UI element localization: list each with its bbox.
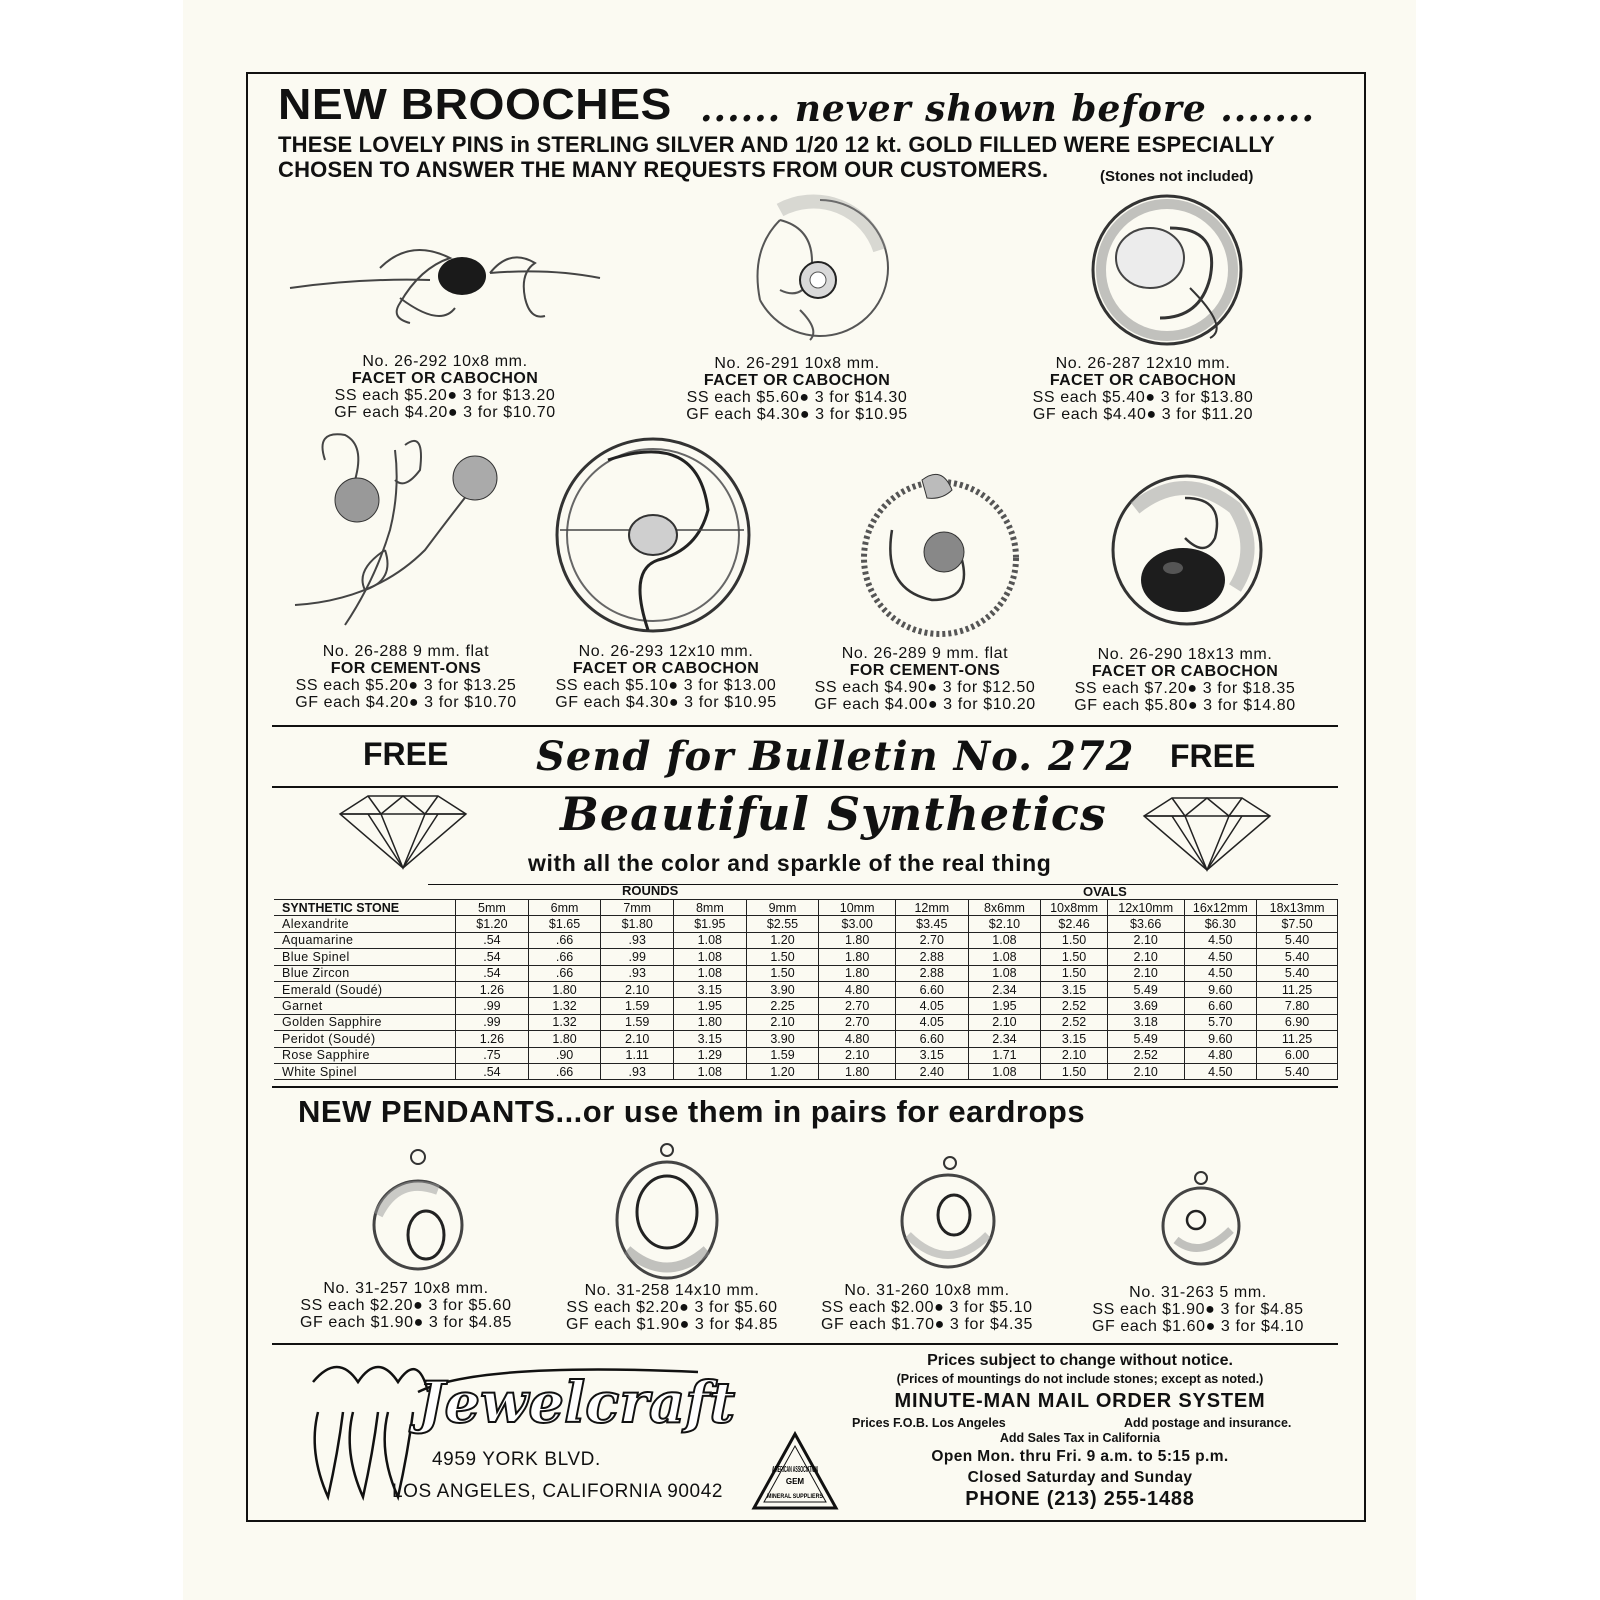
price-cell: 11.25 (1257, 981, 1338, 997)
divider (272, 725, 1338, 727)
price-cell: 1.11 (601, 1047, 674, 1063)
rounds-group-label: ROUNDS (622, 883, 679, 898)
price-cell: 1.32 (528, 1014, 601, 1030)
price-cell: $3.66 (1107, 916, 1184, 932)
price-cell: 6.90 (1257, 1014, 1338, 1030)
brooch-ss-price: SS each $5.10● 3 for $13.00 (555, 677, 777, 694)
price-cell: 6.60 (895, 1031, 968, 1047)
price-cell: .90 (528, 1047, 601, 1063)
price-cell: 6.60 (895, 981, 968, 997)
price-cell: 5.49 (1107, 1031, 1184, 1047)
table-row (274, 1063, 1338, 1079)
stone-name-cell: Peridot (Soudé) (274, 1031, 456, 1047)
seal-bottom-text: MINERAL SUPPLIERS (767, 1494, 823, 1500)
table-top-rule (428, 884, 1338, 885)
price-cell: 4.50 (1184, 949, 1257, 965)
price-cell: 4.50 (1184, 1063, 1257, 1079)
table-row (274, 949, 1338, 965)
price-cell: .66 (528, 932, 601, 948)
pendant-item-31-263 (1063, 1284, 1333, 1335)
brooch-type: FACET OR CABOCHON (1091, 663, 1279, 680)
price-cell: $1.95 (674, 916, 747, 932)
price-cell: 1.50 (746, 965, 819, 981)
price-cell: 3.69 (1107, 998, 1184, 1014)
price-cell: 3.15 (1041, 981, 1108, 997)
brooch-gf-price: GF each $4.30● 3 for $10.95 (555, 694, 777, 711)
price-cell: .54 (456, 932, 529, 948)
price-cell: 5.40 (1257, 965, 1338, 981)
price-cell: 1.80 (819, 949, 896, 965)
price-cell: $3.45 (895, 916, 968, 932)
price-cell: 1.80 (819, 932, 896, 948)
stone-name-cell: Emerald (Soudé) (274, 981, 456, 997)
sales-tax-note: Add Sales Tax in California (999, 1431, 1161, 1445)
price-cell: 3.90 (746, 981, 819, 997)
column-header-size: 12mm (895, 900, 968, 916)
address-line-2: LOS ANGELES, CALIFORNIA 90042 (392, 1481, 724, 1502)
bulletin-offer: Send for Bulletin No. 272 (536, 733, 1135, 780)
pendant-gf-price: GF each $1.60● 3 for $4.10 (1091, 1318, 1305, 1335)
table-row (274, 916, 1338, 932)
price-cell: .66 (528, 1063, 601, 1079)
price-cell: 4.80 (819, 1031, 896, 1047)
pendant-ss-price: SS each $1.90● 3 for $4.85 (1092, 1301, 1304, 1318)
brooch-item-26-288 (271, 643, 541, 711)
ovals-group-label: OVALS (1083, 884, 1127, 899)
brooch-26-292-image (280, 228, 610, 338)
price-cell: 1.50 (1041, 949, 1108, 965)
brooch-number: No. 26-290 18x13 mm. (1097, 646, 1273, 663)
table-row (274, 1031, 1338, 1047)
brooch-26-291-image (740, 190, 900, 350)
price-cell: 1.80 (528, 1031, 601, 1047)
price-cell: .99 (601, 949, 674, 965)
price-cell: 1.80 (819, 965, 896, 981)
price-cell: 2.10 (1041, 1047, 1108, 1063)
price-cell: .66 (528, 965, 601, 981)
stone-name-cell: Aquamarine (274, 932, 456, 948)
stone-name-cell: Alexandrite (274, 916, 456, 932)
price-cell: 2.88 (895, 949, 968, 965)
brooch-26-288-image (285, 430, 515, 630)
closed-days: Closed Saturday and Sunday (967, 1469, 1193, 1486)
association-seal (752, 1432, 838, 1510)
price-cell: 1.50 (1041, 932, 1108, 948)
price-cell: 1.80 (674, 1014, 747, 1030)
brooch-item-26-293 (531, 643, 801, 711)
column-header-size: 6mm (528, 900, 601, 916)
table-row (274, 998, 1338, 1014)
brooch-type: FOR CEMENT-ONS (330, 660, 482, 677)
mail-order-system: MINUTE-MAN MAIL ORDER SYSTEM (894, 1390, 1266, 1412)
price-cell: 5.40 (1257, 949, 1338, 965)
price-cell: $1.20 (456, 916, 529, 932)
price-cell: 5.70 (1184, 1014, 1257, 1030)
price-cell: 3.90 (746, 1031, 819, 1047)
pendant-item-31-260 (792, 1282, 1062, 1333)
pendant-gf-price: GF each $1.90● 3 for $4.85 (299, 1314, 513, 1331)
pendant-ss-price: SS each $2.20● 3 for $5.60 (566, 1299, 778, 1316)
free-label-left: FREE (363, 736, 449, 772)
price-cell: 2.10 (601, 981, 674, 997)
pendant-number: No. 31-260 10x8 mm. (844, 1282, 1010, 1299)
price-cell: $6.30 (1184, 916, 1257, 932)
table-row (274, 932, 1338, 948)
price-cell: 1.50 (1041, 965, 1108, 981)
pendant-31-260-image (898, 1155, 998, 1275)
price-cell: 2.10 (1107, 1063, 1184, 1079)
brooch-gf-price: GF each $4.20● 3 for $10.70 (334, 404, 556, 421)
synthetics-subtitle: with all the color and sparkle of the real thing (528, 850, 1052, 876)
price-cell: 2.40 (895, 1063, 968, 1079)
price-cell: 1.50 (1041, 1063, 1108, 1079)
business-hours: Open Mon. thru Fri. 9 a.m. to 5:15 p.m. (931, 1448, 1229, 1465)
price-cell: 2.10 (1107, 965, 1184, 981)
pendant-item-31-257 (271, 1280, 541, 1331)
price-cell: 3.15 (1041, 1031, 1108, 1047)
seal-mid-text: GEM (785, 1477, 805, 1486)
column-header-size: 8mm (674, 900, 747, 916)
price-cell: 1.95 (674, 998, 747, 1014)
price-cell: 1.08 (968, 965, 1041, 981)
column-header-size: 10x8mm (1041, 900, 1108, 916)
price-cell: $7.50 (1257, 916, 1338, 932)
price-cell: 4.05 (895, 998, 968, 1014)
brooches-intro-line-1: THESE LOVELY PINS in STERLING SILVER AND 1/20 12 kt. GOLD FILLED WERE ESPECIALLY (278, 132, 1275, 157)
price-cell: 3.15 (895, 1047, 968, 1063)
column-header-size: 16x12mm (1184, 900, 1257, 916)
price-cell: 2.10 (1107, 949, 1184, 965)
pendant-gf-price: GF each $1.90● 3 for $4.85 (565, 1316, 779, 1333)
postage-note: Add postage and insurance. (1124, 1416, 1292, 1430)
stone-name-cell: Rose Sapphire (274, 1047, 456, 1063)
price-cell: .93 (601, 965, 674, 981)
brooch-ss-price: SS each $5.60● 3 for $14.30 (686, 389, 908, 406)
price-cell: 9.60 (1184, 1031, 1257, 1047)
column-header-stone: SYNTHETIC STONE (274, 900, 456, 916)
price-cell: 2.88 (895, 965, 968, 981)
price-cell: 1.26 (456, 1031, 529, 1047)
price-cell: 2.70 (819, 1014, 896, 1030)
price-cell: 11.25 (1257, 1031, 1338, 1047)
brooch-item-26-292 (310, 353, 580, 421)
price-cell: 1.08 (674, 965, 747, 981)
price-cell: 2.70 (895, 932, 968, 948)
diamond-icon (336, 792, 470, 872)
price-cell: 1.08 (674, 1063, 747, 1079)
brooch-item-26-291 (662, 355, 932, 423)
price-cell: 1.08 (968, 949, 1041, 965)
price-cell: $1.80 (601, 916, 674, 932)
price-cell: .99 (456, 1014, 529, 1030)
price-cell: 1.59 (746, 1047, 819, 1063)
price-cell: 2.10 (746, 1014, 819, 1030)
column-header-size: 5mm (456, 900, 529, 916)
brooch-gf-price: GF each $4.40● 3 for $11.20 (1032, 406, 1254, 423)
price-cell: 2.10 (601, 1031, 674, 1047)
brooch-type: FOR CEMENT-ONS (849, 662, 1001, 679)
brooch-ss-price: SS each $5.20● 3 for $13.20 (334, 387, 556, 404)
price-cell: 2.34 (968, 981, 1041, 997)
price-cell: 4.50 (1184, 932, 1257, 948)
brooch-gf-price: GF each $4.30● 3 for $10.95 (686, 406, 908, 423)
brooch-number: No. 26-293 12x10 mm. (578, 643, 754, 660)
pendant-item-31-258 (537, 1282, 807, 1333)
price-cell: 9.60 (1184, 981, 1257, 997)
pendant-31-258-image (612, 1140, 722, 1280)
price-cell: .99 (456, 998, 529, 1014)
price-cell: 2.10 (819, 1047, 896, 1063)
price-cell: $2.55 (746, 916, 819, 932)
stone-name-cell: Garnet (274, 998, 456, 1014)
pendant-number: No. 31-263 5 mm. (1129, 1284, 1267, 1301)
brooch-number: No. 26-291 10x8 mm. (714, 355, 880, 372)
brooch-number: No. 26-288 9 mm. flat (322, 643, 490, 660)
brooch-item-26-290 (1050, 646, 1320, 714)
price-cell: 6.00 (1257, 1047, 1338, 1063)
pendants-title: NEW PENDANTS...or use them in pairs for eardrops (298, 1094, 1086, 1129)
stone-name-cell: Blue Spinel (274, 949, 456, 965)
column-header-size: 12x10mm (1107, 900, 1184, 916)
price-cell: .54 (456, 949, 529, 965)
pendant-31-263-image (1156, 1170, 1246, 1270)
price-cell: 2.25 (746, 998, 819, 1014)
price-cell: 1.08 (674, 932, 747, 948)
pendant-number: No. 31-258 14x10 mm. (584, 1282, 760, 1299)
free-label-right: FREE (1170, 738, 1256, 774)
brooch-type: FACET OR CABOCHON (351, 370, 539, 387)
stone-name-cell: White Spinel (274, 1063, 456, 1079)
price-cell: 1.95 (968, 998, 1041, 1014)
logo-wordmark: Jewelcraft (418, 1370, 736, 1436)
table-body (274, 916, 1338, 1080)
price-cell: 5.40 (1257, 932, 1338, 948)
divider (272, 1086, 1338, 1088)
prices-change-note: Prices subject to change without notice. (927, 1352, 1233, 1369)
brooch-item-26-287 (1008, 355, 1278, 423)
stone-name-cell: Golden Sapphire (274, 1014, 456, 1030)
price-cell: $2.46 (1041, 916, 1108, 932)
price-cell: 1.08 (968, 1063, 1041, 1079)
pendant-number: No. 31-257 10x8 mm. (323, 1280, 489, 1297)
price-cell: 2.52 (1107, 1047, 1184, 1063)
brooch-ss-price: SS each $5.40● 3 for $13.80 (1032, 389, 1254, 406)
diamond-icon (1140, 794, 1274, 874)
price-cell: 5.49 (1107, 981, 1184, 997)
price-cell: 2.70 (819, 998, 896, 1014)
column-header-size: 18x13mm (1257, 900, 1338, 916)
price-cell: .66 (528, 949, 601, 965)
price-cell: .75 (456, 1047, 529, 1063)
brooch-26-293-image (548, 430, 758, 640)
stone-name-cell: Blue Zircon (274, 965, 456, 981)
brooch-ss-price: SS each $7.20● 3 for $18.35 (1074, 680, 1296, 697)
price-cell: 2.10 (968, 1014, 1041, 1030)
price-cell: 3.18 (1107, 1014, 1184, 1030)
price-cell: 1.20 (746, 932, 819, 948)
table-header-row (274, 900, 1338, 916)
brooch-gf-price: GF each $5.80● 3 for $14.80 (1074, 697, 1296, 714)
brooches-intro-line-2: CHOSEN TO ANSWER THE MANY REQUESTS FROM OUR CUSTOMERS. (278, 157, 1049, 182)
table-row (274, 1047, 1338, 1063)
fob-note: Prices F.O.B. Los Angeles (852, 1416, 1006, 1430)
synthetics-price-table (274, 899, 1338, 1080)
price-cell: 2.52 (1041, 998, 1108, 1014)
price-cell: 1.08 (674, 949, 747, 965)
price-cell: 3.15 (674, 981, 747, 997)
price-cell: 6.60 (1184, 998, 1257, 1014)
phone-number: PHONE (213) 255-1488 (965, 1488, 1195, 1510)
price-cell: 2.52 (1041, 1014, 1108, 1030)
price-cell: 1.50 (746, 949, 819, 965)
price-cell: 4.80 (1184, 1047, 1257, 1063)
price-cell: 7.80 (1257, 998, 1338, 1014)
column-header-size: 8x6mm (968, 900, 1041, 916)
column-header-size: 7mm (601, 900, 674, 916)
price-cell: $3.00 (819, 916, 896, 932)
brooch-ss-price: SS each $5.20● 3 for $13.25 (295, 677, 517, 694)
brooch-type: FACET OR CABOCHON (1049, 372, 1237, 389)
column-header-size: 10mm (819, 900, 896, 916)
price-cell: 2.10 (1107, 932, 1184, 948)
price-cell: .54 (456, 965, 529, 981)
price-cell: 4.80 (819, 981, 896, 997)
brooch-item-26-289 (790, 645, 1060, 713)
brooch-ss-price: SS each $4.90● 3 for $12.50 (814, 679, 1036, 696)
price-cell: 1.71 (968, 1047, 1041, 1063)
table-row (274, 981, 1338, 997)
price-cell: 1.59 (601, 998, 674, 1014)
divider (272, 1343, 1338, 1345)
price-cell: 4.50 (1184, 965, 1257, 981)
price-cell: 2.34 (968, 1031, 1041, 1047)
price-cell: 1.20 (746, 1063, 819, 1079)
table-row (274, 965, 1338, 981)
brooch-gf-price: GF each $4.00● 3 for $10.20 (814, 696, 1036, 713)
price-cell: 1.80 (819, 1063, 896, 1079)
brooch-number: No. 26-287 12x10 mm. (1055, 355, 1231, 372)
price-cell: 1.32 (528, 998, 601, 1014)
price-cell: 1.59 (601, 1014, 674, 1030)
address-line-1: 4959 YORK BLVD. (432, 1449, 601, 1470)
brooch-gf-price: GF each $4.20● 3 for $10.70 (295, 694, 517, 711)
stones-note: (Stones not included) (1100, 168, 1254, 185)
price-cell: .93 (601, 932, 674, 948)
brooch-type: FACET OR CABOCHON (703, 372, 891, 389)
brooch-number: No. 26-289 9 mm. flat (841, 645, 1009, 662)
price-cell: .54 (456, 1063, 529, 1079)
price-cell: 3.15 (674, 1031, 747, 1047)
price-cell: 4.05 (895, 1014, 968, 1030)
pendant-ss-price: SS each $2.20● 3 for $5.60 (300, 1297, 512, 1314)
brooches-tagline: ...... never shown before ....... (700, 88, 1315, 130)
price-cell: 1.80 (528, 981, 601, 997)
synthetics-title: Beautiful Synthetics (560, 787, 1107, 841)
brooches-title: NEW BROOCHES (278, 80, 672, 129)
table-row (274, 1014, 1338, 1030)
price-cell: 5.40 (1257, 1063, 1338, 1079)
jewelcraft-logo (298, 1352, 736, 1502)
brooch-26-287-image (1080, 188, 1255, 353)
price-cell: $1.65 (528, 916, 601, 932)
pendant-31-257-image (368, 1145, 468, 1285)
price-cell: 1.08 (968, 932, 1041, 948)
brooch-type: FACET OR CABOCHON (572, 660, 760, 677)
brooch-number: No. 26-292 10x8 mm. (362, 353, 528, 370)
brooch-26-290-image (1105, 468, 1270, 638)
pendant-gf-price: GF each $1.70● 3 for $4.35 (820, 1316, 1034, 1333)
brooch-26-289-image (852, 470, 1032, 640)
price-cell: $2.10 (968, 916, 1041, 932)
column-header-size: 9mm (746, 900, 819, 916)
price-cell: 1.26 (456, 981, 529, 997)
price-cell: .93 (601, 1063, 674, 1079)
pendant-ss-price: SS each $2.00● 3 for $5.10 (821, 1299, 1033, 1316)
mountings-note: (Prices of mountings do not include stones; except as noted.) (896, 1372, 1264, 1386)
price-cell: 1.29 (674, 1047, 747, 1063)
seal-top-text: AMERICAN ASSOCIATION (772, 1465, 819, 1474)
